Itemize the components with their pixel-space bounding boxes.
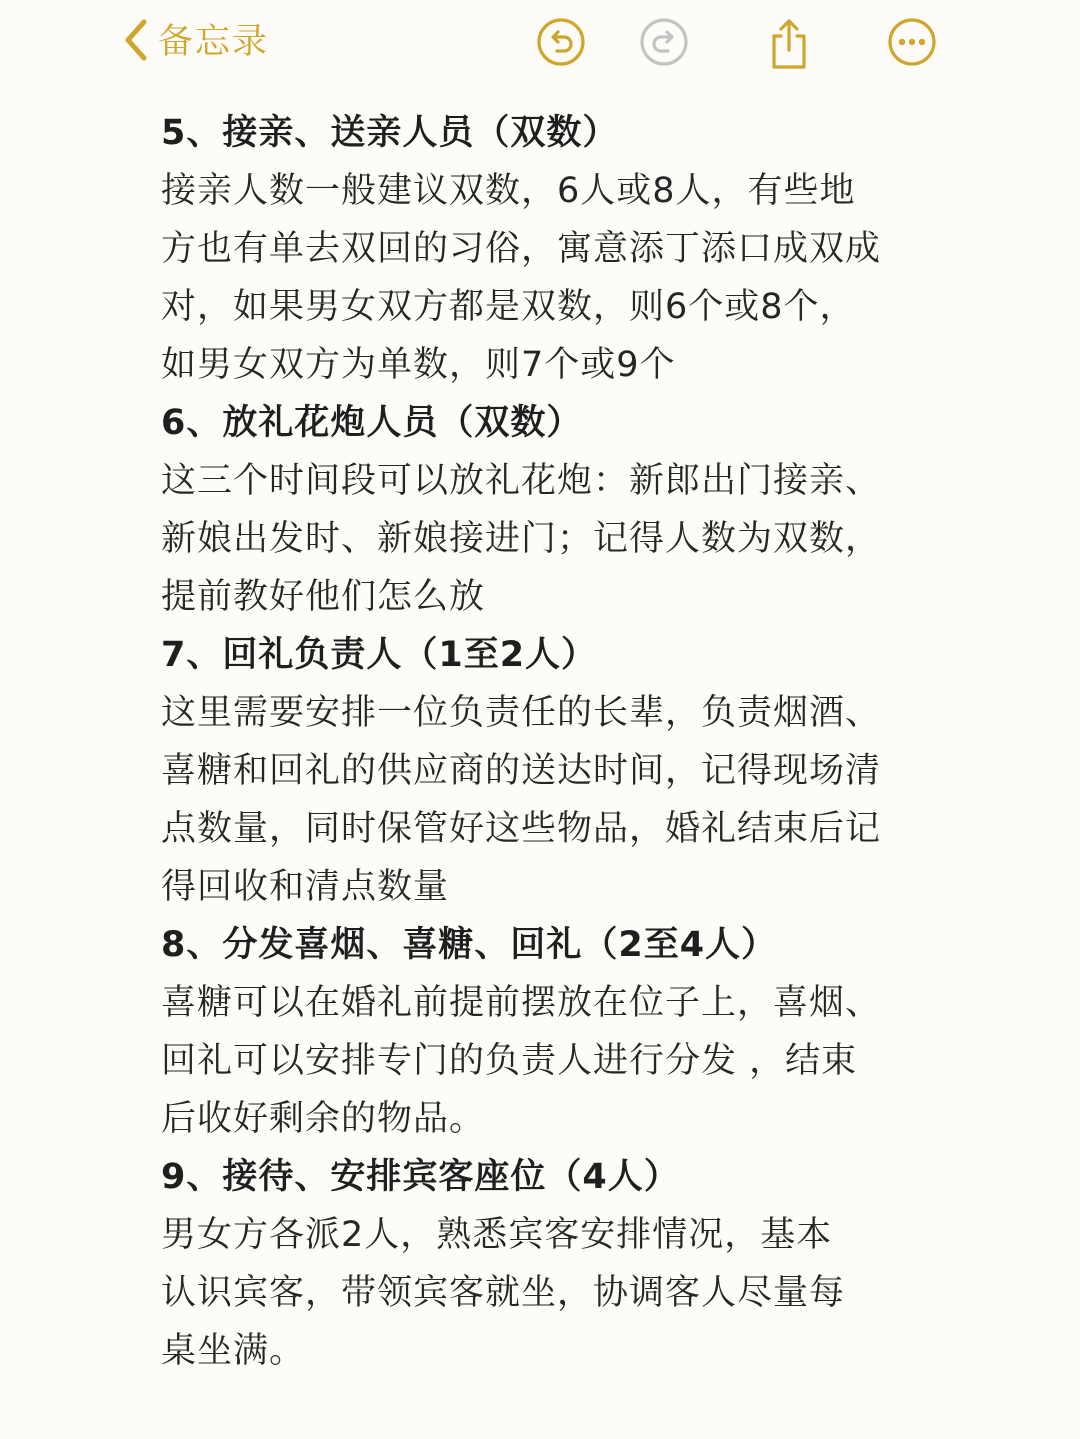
redo-button[interactable] bbox=[638, 16, 690, 68]
share-icon bbox=[763, 16, 815, 72]
section-text-line: 喜糖和回礼的供应商的送达时间，记得现场清 bbox=[161, 751, 882, 791]
section-text-line: 点数量，同时保管好这些物品，婚礼结束后记 bbox=[161, 809, 882, 849]
redo-icon bbox=[638, 16, 690, 68]
section-text-line: 桌坐满。 bbox=[161, 1331, 306, 1371]
section-heading: 5、接亲、送亲人员（双数） bbox=[161, 113, 619, 153]
note-section-7 bbox=[161, 626, 941, 916]
section-text-line: 这三个时间段可以放礼花炮：新郎出门接亲、 bbox=[161, 461, 882, 501]
section-text-line: 得回收和清点数量 bbox=[161, 867, 450, 907]
section-text-line: 男女方各派2人，熟悉宾客安排情况，基本 bbox=[161, 1215, 833, 1255]
section-text-line: 认识宾客，带领宾客就坐，协调客人尽量每 bbox=[161, 1273, 846, 1313]
section-heading: 9、接待、安排宾客座位（4人） bbox=[161, 1157, 680, 1197]
more-button[interactable] bbox=[886, 16, 938, 68]
section-text-line: 如男女双方为单数，则7个或9个 bbox=[161, 345, 676, 385]
section-text-line: 这里需要安排一位负责任的长辈，负责烟酒、 bbox=[161, 693, 882, 733]
back-button[interactable] bbox=[120, 16, 269, 68]
section-text-line: 提前教好他们怎么放 bbox=[161, 577, 486, 617]
note-section-8 bbox=[161, 916, 941, 1148]
undo-icon bbox=[535, 16, 587, 68]
section-text-line: 新娘出发时、新娘接进门；记得人数为双数， bbox=[161, 519, 882, 559]
chevron-left-icon bbox=[120, 16, 152, 68]
section-text-line: 接亲人数一般建议双数，6人或8人，有些地 bbox=[161, 171, 856, 211]
share-button[interactable] bbox=[763, 16, 815, 68]
section-heading: 7、回礼负责人（1至2人） bbox=[161, 635, 598, 675]
note-section-6 bbox=[161, 394, 941, 626]
note-section-9 bbox=[161, 1148, 941, 1380]
undo-button[interactable] bbox=[535, 16, 587, 68]
section-text-line: 后收好剩余的物品。 bbox=[161, 1099, 486, 1139]
section-heading: 6、放礼花炮人员（双数） bbox=[161, 403, 583, 443]
note-section-5 bbox=[161, 104, 941, 394]
more-icon bbox=[886, 16, 938, 68]
section-heading: 8、分发喜烟、喜糖、回礼（2至4人） bbox=[161, 925, 778, 965]
navigation-toolbar bbox=[0, 0, 1080, 90]
section-text-line: 喜糖可以在婚礼前提前摆放在位子上，喜烟、 bbox=[161, 983, 882, 1023]
note-body[interactable] bbox=[161, 104, 941, 1380]
section-text-line: 对，如果男女双方都是双数，则6个或8个， bbox=[161, 287, 856, 327]
section-text-line: 回礼可以安排专门的负责人进行分发 ，结束 bbox=[161, 1041, 858, 1081]
back-label: 备忘录 bbox=[158, 22, 270, 62]
section-text-line: 方也有单去双回的习俗，寓意添丁添口成双成 bbox=[161, 229, 882, 269]
